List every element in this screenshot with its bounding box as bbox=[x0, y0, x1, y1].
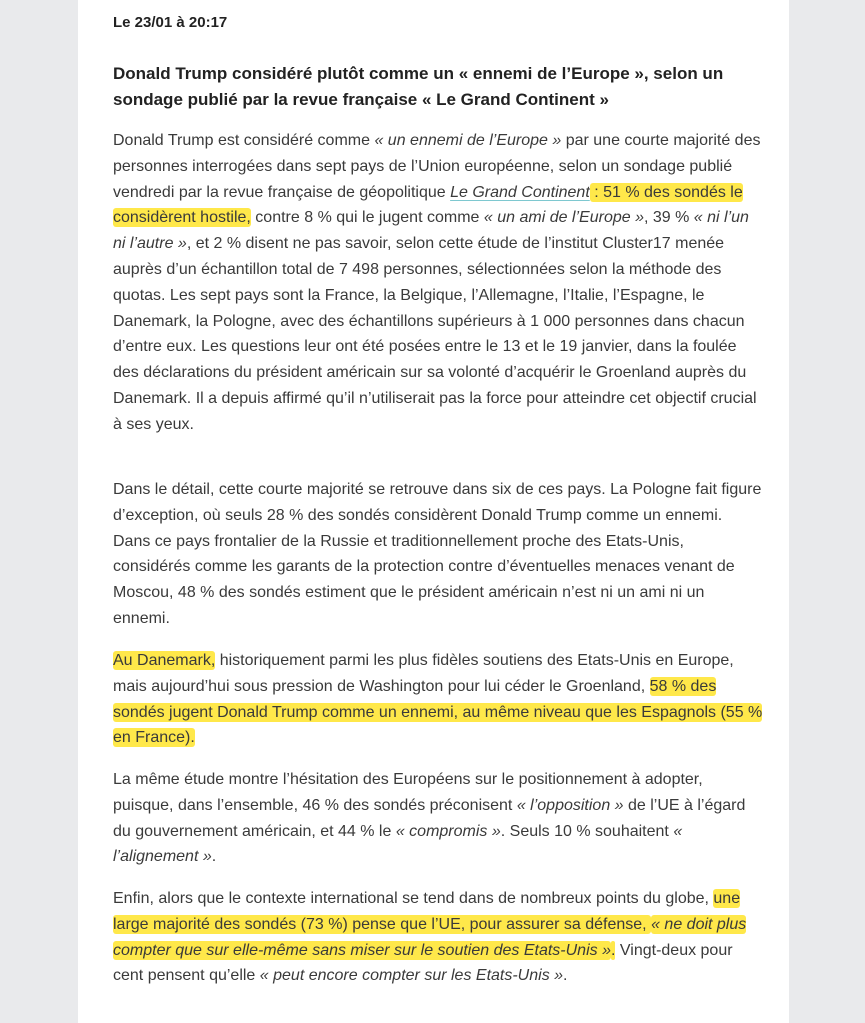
quote: « un ami de l’Europe » bbox=[483, 209, 644, 227]
paragraph-4 bbox=[113, 767, 763, 870]
highlighted-text: une large majorité des sondés (73 %) pense que l’UE, pour assurer sa défense, bbox=[113, 890, 741, 933]
text: , et 2 % disent ne pas savoir, selon cette étude de l’institut Cluster17 menée auprès d’un échantillon total de 7 498 personnes, sélectionnées selon la méthode des quotas. Les sept pays sont la France, la Belgique, l’Allemagne, l’Italie, l’Espagne, le Danemark, la Pologne, avec des échantillons supérieurs à 1 000 personnes dans chacun d’entre eux. Les questions leur ont été posées entre le 13 et le 19 janvier, dans la foulée des déclarations du président américain sur sa volonté d’acquérir le Groenland auprès du Danemark. Il a depuis affirmé qu’il n’utiliserait pas la force pour atteindre cet objectif crucial à ses yeux. bbox=[113, 235, 757, 433]
paragraph-3 bbox=[113, 648, 763, 751]
text: contre 8 % qui le jugent comme bbox=[250, 209, 484, 227]
text: historiquement parmi les plus fidèles soutiens des Etats-Unis en Europe, mais aujourd’hui sous pression de Washington pour lui céder le Groenland, bbox=[113, 652, 734, 695]
quote: « un ennemi de l’Europe » bbox=[374, 132, 562, 149]
source-link[interactable]: Le Grand Continent bbox=[450, 183, 590, 201]
text: Vingt-deux pour cent pensent qu’elle bbox=[113, 941, 733, 985]
paragraph-5 bbox=[113, 886, 763, 989]
text: Dans le détail, cette courte majorité se retrouve dans six de ces pays. La Pologne fait figure d’exception, où seuls 28 % des sondés considèrent Donald Trump comme un ennemi. Dans ce pays frontalier de la Russie et traditionnellement proche des Etats-Unis, considérés comme les garants de la protection contre d’éventuelles menaces venant de Moscou, 48 % des sondés estiment que le président américain n’est ni un ami ni un ennemi. bbox=[113, 481, 762, 627]
quote: « compromis » bbox=[395, 822, 501, 840]
highlighted-text: 58 % des sondés jugent Donald Trump comme un ennemi, au même niveau que les Espagnols (55 % en France). bbox=[113, 677, 763, 747]
text: Enfin, alors que le contexte international se tend dans de nombreux points du globe, bbox=[113, 890, 714, 907]
paragraph-1 bbox=[113, 128, 763, 438]
text: Donald Trump est considéré comme bbox=[113, 132, 375, 149]
quote: « l’alignement » bbox=[113, 822, 683, 866]
text: . Seuls 10 % souhaitent bbox=[500, 822, 674, 840]
quote: « l’opposition » bbox=[516, 796, 624, 814]
quote: « ni l’un ni l’autre » bbox=[113, 209, 749, 253]
text: par une courte majorité des personnes interrogées dans sept pays de l’Union européenne, selon un sondage publié vendredi par la revue française de géopolitique bbox=[113, 132, 761, 201]
text: La même étude montre l’hésitation des Européens sur le positionnement à adopter, puisque, dans l’ensemble, 46 % des sondés préconisent bbox=[113, 771, 703, 814]
text: . bbox=[563, 967, 568, 985]
highlighted-quote: « ne doit plus compter que sur elle-même sans miser sur le soutien des Etats-Unis » bbox=[113, 915, 747, 959]
text: de l’UE à l’égard du gouvernement américain, et 44 % le bbox=[113, 796, 746, 840]
article-page bbox=[78, 0, 789, 1023]
highlighted-text: Au Danemark, bbox=[113, 652, 216, 669]
post-timestamp: Le 23/01 à 20:17 bbox=[113, 14, 228, 31]
highlighted-text: . bbox=[610, 941, 616, 959]
highlighted-text: : 51 % des sondés le considèrent hostile, bbox=[113, 183, 743, 227]
post-headline: Donald Trump considéré plutôt comme un « ennemi de l’Europe », selon un sondage publié par la revue française « Le Grand Continent » bbox=[113, 64, 724, 109]
text: . bbox=[211, 848, 217, 866]
paragraph-2 bbox=[113, 477, 763, 632]
quote: « peut encore compter sur les Etats-Unis » bbox=[259, 967, 564, 985]
text: , 39 % bbox=[643, 209, 694, 227]
